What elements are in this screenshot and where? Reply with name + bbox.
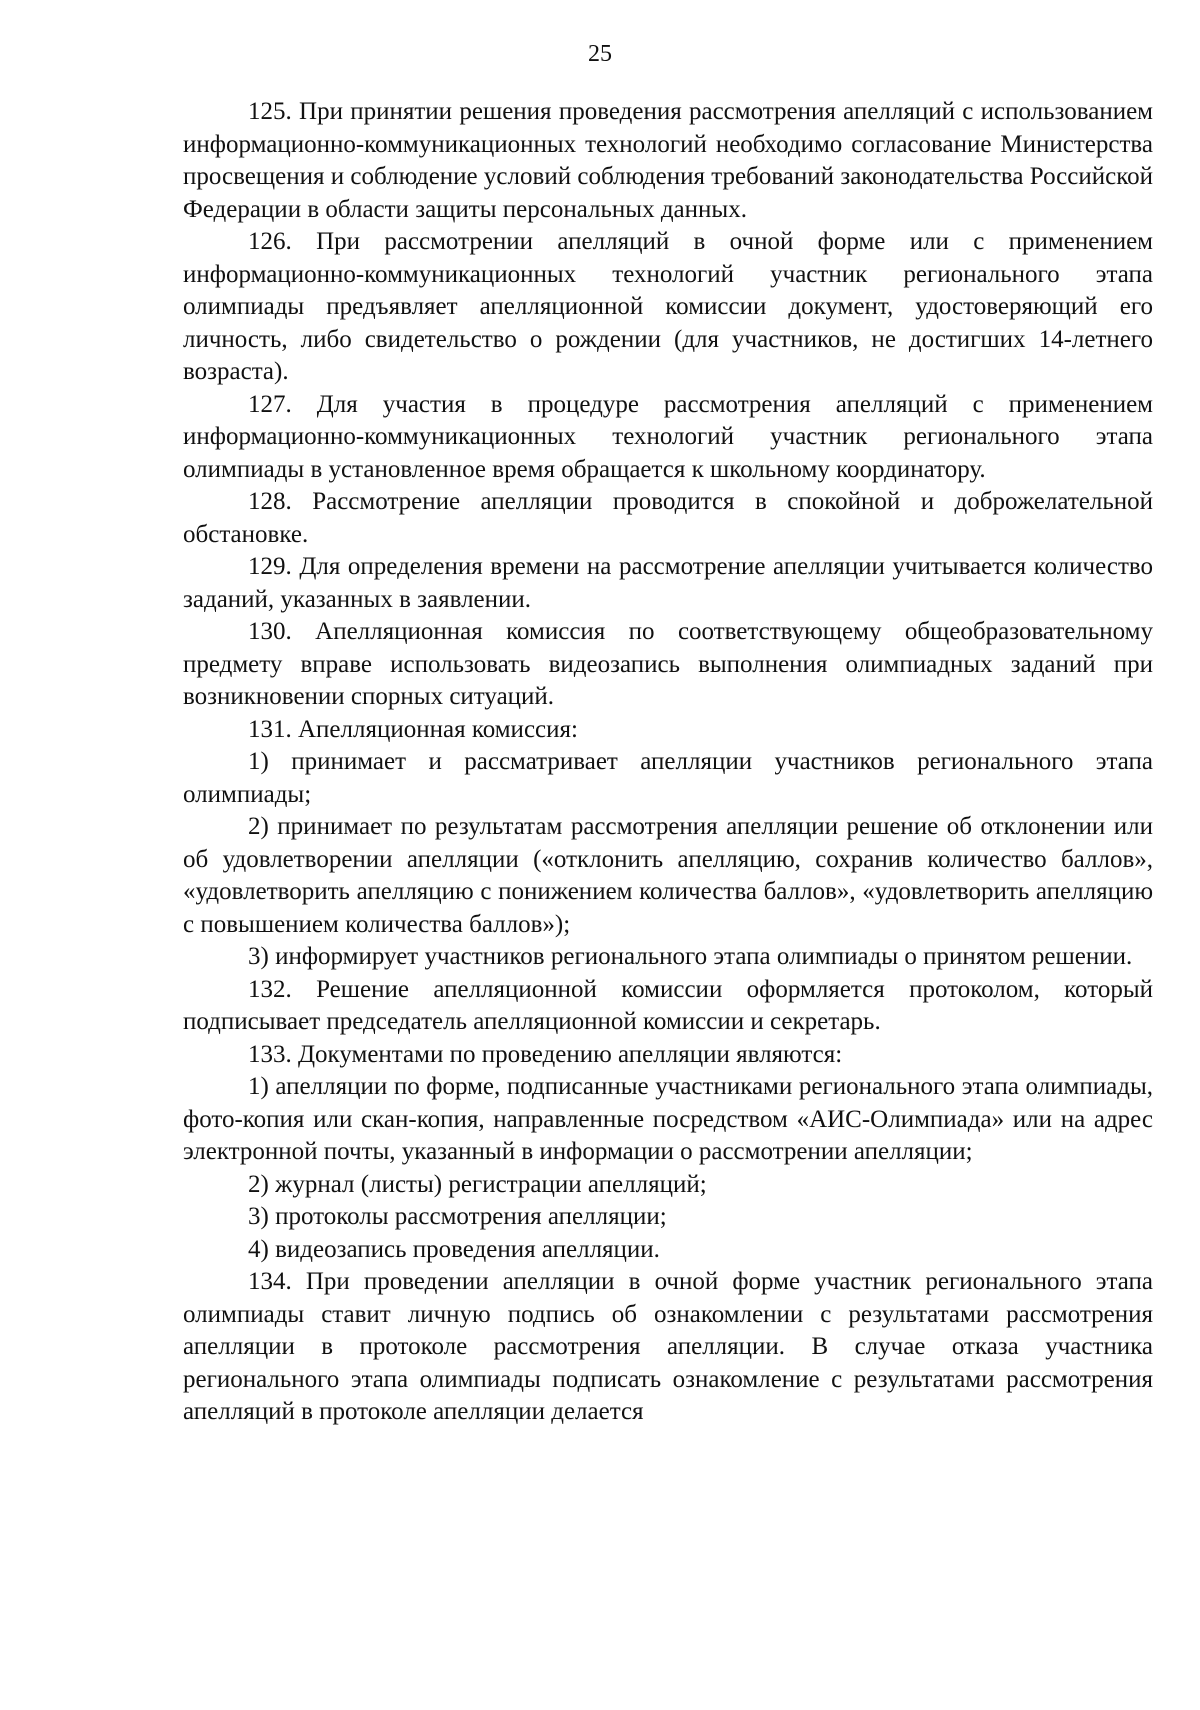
paragraph-125: 125. При принятии решения проведения рассмотрения апелляций с использованием информационно-коммуникационных технологий необходимо согласование Министерства просвещения и соблюдение условий соблюдения требований законодательства Российской Федерации в области защиты персональных данных. [183, 98, 1153, 223]
document-body [183, 96, 1153, 1429]
paragraph-130: 130. Апелляционная комиссия по соответствующему общеобразовательному предмету вправе использовать видеозапись выполнения олимпиадных заданий при возникновении спорных ситуаций. [183, 618, 1153, 710]
paragraph-129: 129. Для определения времени на рассмотрение апелляции учитывается количество заданий, указанных в заявлении. [183, 553, 1153, 613]
paragraph-133: 133. Документами по проведению апелляции являются: [248, 1040, 843, 1068]
list-item-131-3: 3) информирует участников регионального этапа олимпиады о принятом решении. [248, 943, 1133, 970]
list-item-131-1: 1) принимает и рассматривает апелляции участников регионального этапа олимпиады; [183, 748, 1153, 808]
list-item-133-1: 1) апелляции по форме, подписанные участниками регионального этапа олимпиады, фото-копия или скан-копия, направленные посредством «АИС-Олимпиада» или на адрес электронной почты, указанный в информации о рассмотрении апелляции; [183, 1073, 1153, 1165]
paragraph-132: 132. Решение апелляционной комиссии оформляется протоколом, который подписывает председатель апелляционной комиссии и секретарь. [183, 975, 1153, 1035]
paragraph-131: 131. Апелляционная комиссия: [248, 715, 578, 743]
list-item-133-2: 2) журнал (листы) регистрации апелляций; [248, 1170, 707, 1198]
paragraph-134: 134. При проведении апелляции в очной форме участник регионального этапа олимпиады ставит личную подпись об ознакомлении с результатами рассмотрения апелляции в протоколе рассмотрения апелляции. В случае отказа участника регионального этапа олимпиады подписать ознакомление с результатами рассмотрения апелляций в протоколе апелляции делается [183, 1268, 1153, 1425]
list-item-133-3: 3) протоколы рассмотрения апелляции; [248, 1203, 667, 1230]
paragraph-127: 127. Для участия в процедуре рассмотрения апелляций с применением информационно-коммуникационных технологий участник регионального этапа олимпиады в установленное время обращается к школьному координатору. [183, 390, 1153, 483]
list-item-131-2: 2) принимает по результатам рассмотрения апелляции решение об отклонении или об удовлетворении апелляции («отклонить апелляцию, сохранив количество баллов», «удовлетворить апелляцию с понижением количества баллов», «удовлетворить апелляцию с повышением количества баллов»); [183, 813, 1153, 938]
paragraph-128: 128. Рассмотрение апелляции проводится в спокойной и доброжелательной обстановке. [183, 488, 1153, 548]
paragraph-126: 126. При рассмотрении апелляций в очной форме или с применением информационно-коммуникационных технологий участник регионального этапа олимпиады предъявляет апелляционной комиссии документ, удостоверяющий его личность, либо свидетельство о рождении (для участников, не достигших 14-летнего возраста). [183, 228, 1153, 385]
list-item-133-4: 4) видеозапись проведения апелляции. [248, 1235, 660, 1263]
page-number: 25 [588, 41, 612, 67]
